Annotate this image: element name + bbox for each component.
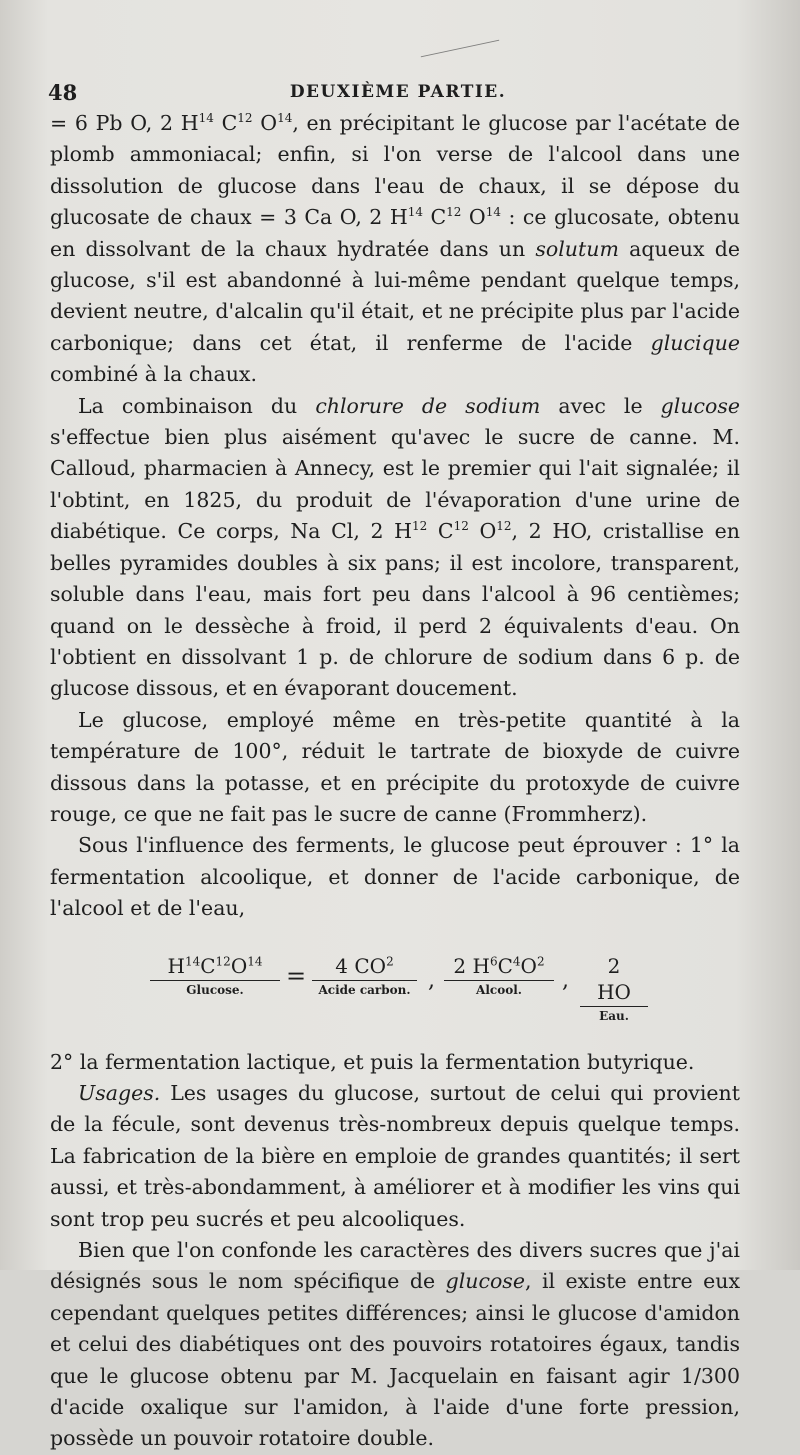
glucose-label: Glucose. (186, 982, 244, 997)
superscript: 12 (453, 519, 469, 534)
superscript: 12 (237, 111, 253, 126)
italic-term: glucose (660, 393, 740, 418)
italic-term: solutum (535, 236, 619, 261)
superscript: 14 (184, 953, 201, 968)
text-body (50, 108, 740, 1455)
superscript: 2 (536, 953, 545, 968)
eau-formula: 2 HO (580, 953, 648, 1007)
glucose-formula (150, 953, 280, 981)
superscript: 14 (485, 205, 501, 220)
paragraph-3: Le glucose, employé même en très-petite quantité à la température de 100°, réduit le tartrate de bioxyde de cuivre dissous dans la potasse, et en précipite du protoxyde de cuivre rouge, ce que ne fait pas le sucre de canne (Frommherz). (50, 707, 740, 826)
text-run: O (461, 205, 486, 230)
section-label: Usages. (78, 1080, 161, 1105)
text-run: d'acide oxalique sur l'amidon, à l'aide d'une forte pression, possède un pouvoir rotatoire double. (50, 1395, 740, 1451)
formula-part: O (520, 953, 537, 978)
superscript: 2 (386, 953, 394, 968)
paragraph-6 (50, 1078, 740, 1235)
italic-term: chlorure de sodium (315, 393, 541, 418)
formula-part: 4 CO (335, 953, 387, 978)
text-run: s'effectue bien plus aisément qu'avec le sucre de canne. M. Calloud, pharmacien à Annecy, est le premier qui l'ait signalée; il l'obtint, en 1825, du produit de l'évaporation d'une urine de diabétique. Ce corps, Na Cl, 2 H (50, 425, 740, 544)
paragraph-2 (50, 391, 740, 705)
formula-part: C (497, 953, 513, 978)
formula-part: C (200, 953, 216, 978)
comma-separator: , (562, 967, 569, 993)
superscript: 14 (407, 205, 423, 220)
paragraph-5: 2° la fermentation lactique, et puis la fermentation butyrique. (50, 1049, 695, 1074)
page-number: 48 (48, 80, 78, 105)
superscript: 12 (496, 519, 512, 534)
italic-term: glucose (445, 1269, 525, 1294)
paragraph-1 (50, 108, 740, 391)
superscript: 12 (446, 205, 462, 220)
fraction: 1/300 (680, 1363, 740, 1388)
text-run: , 2 HO, cristallise en belles pyramides doubles à six pans; il est incolore, transparent, soluble dans l'eau, mais fort peu dans l'alcool à 96 centièmes; quand on le dessèche à froid, il perd 2 équivalents d'eau. On l'obtient en dissolvant 1 p. de chlorure de sodium dans 6 p. de glucose dissous, et en évaporant doucement. (50, 519, 740, 701)
superscript: 14 (277, 111, 293, 126)
formula-part: H (167, 953, 185, 978)
glucose-term (150, 953, 280, 999)
text-run: aqueux de glucose, s'il est abandonné à lui-même pendant quelque temps, devient neutre, d'alcalin qu'il était, et ne précipite plus par l'acide carbonique; dans cet état, il renferme de l'acide (50, 236, 740, 355)
co2-label: Acide carbon. (318, 982, 411, 997)
superscript: 14 (247, 953, 263, 968)
text-run: C (213, 111, 238, 135)
superscript: 4 (512, 953, 521, 968)
co2-formula (312, 953, 417, 981)
running-head: DEUXIÈME PARTIE. (289, 82, 507, 102)
alcool-label: Alcool. (476, 982, 522, 997)
eau-term (580, 953, 648, 1025)
alcool-formula (444, 953, 554, 981)
formula-part: O (230, 953, 248, 978)
text-run: : ce glucosate, obtenu en dissolvant de la chaux hydratée dans un (50, 205, 740, 261)
co2-term (312, 953, 417, 999)
text-run: combiné à la chaux. (50, 362, 258, 387)
superscript: 14 (198, 111, 214, 126)
paragraph-7 (50, 1235, 740, 1455)
running-header (48, 80, 748, 110)
text-run: Les usages du glucose, surtout de celui qui provient de la fécule, sont devenus très-nombreux depuis quelque temps. La fabrication de la bière en emploie de grandes quantités; il sert aussi, et très-abondamment, à améliorer et à modifier les vins qui sont trop peu sucrés et peu alcooliques. (50, 1080, 740, 1231)
equals-sign: = (286, 961, 307, 990)
superscript: 12 (215, 953, 231, 968)
text-run: O (468, 519, 497, 544)
text-run: , il existe entre eux cependant quelques petites différences; ainsi le glucose d'amidon et celui des diabétiques ont des pouvoirs rotatoires égaux, tandis que le glucose obtenu par M. Jacquelain en faisant agir (50, 1269, 740, 1388)
text-run: , en précipitant le glucose par l'acétate de plomb ammoniacal; enfin, si l'on verse de l'alcool dans une dissolution de glucose dans l'eau de chaux, il se dépose du glucosate de chaux = 3 Ca O, 2 H (50, 111, 740, 230)
text-run: = 6 Pb O, 2 H (50, 111, 199, 135)
pen-mark (421, 40, 499, 58)
text-run: O (252, 111, 278, 135)
text-run: Bien que l'on confonde les caractères des divers sucres que j'ai désignés sous le nom spécifique de (50, 1238, 740, 1294)
text-run: avec le (540, 393, 661, 418)
paragraph-4: Sous l'influence des ferments, le glucose peut éprouver : 1° la fermentation alcoolique, et donner de l'acide carbonique, de l'alcool et de l'eau, (50, 833, 740, 921)
superscript: 12 (411, 519, 428, 534)
text-run: La combinaison du (78, 393, 316, 418)
text-run: C (427, 519, 454, 544)
formula-part: 2 H (453, 953, 490, 978)
italic-term: glucique (650, 330, 740, 355)
alcool-term (444, 953, 554, 999)
fermentation-equation (50, 939, 740, 1039)
superscript: 6 (489, 953, 498, 968)
eau-label: Eau. (599, 1008, 629, 1023)
text-run: C (422, 205, 447, 230)
comma-separator: , (428, 967, 435, 993)
